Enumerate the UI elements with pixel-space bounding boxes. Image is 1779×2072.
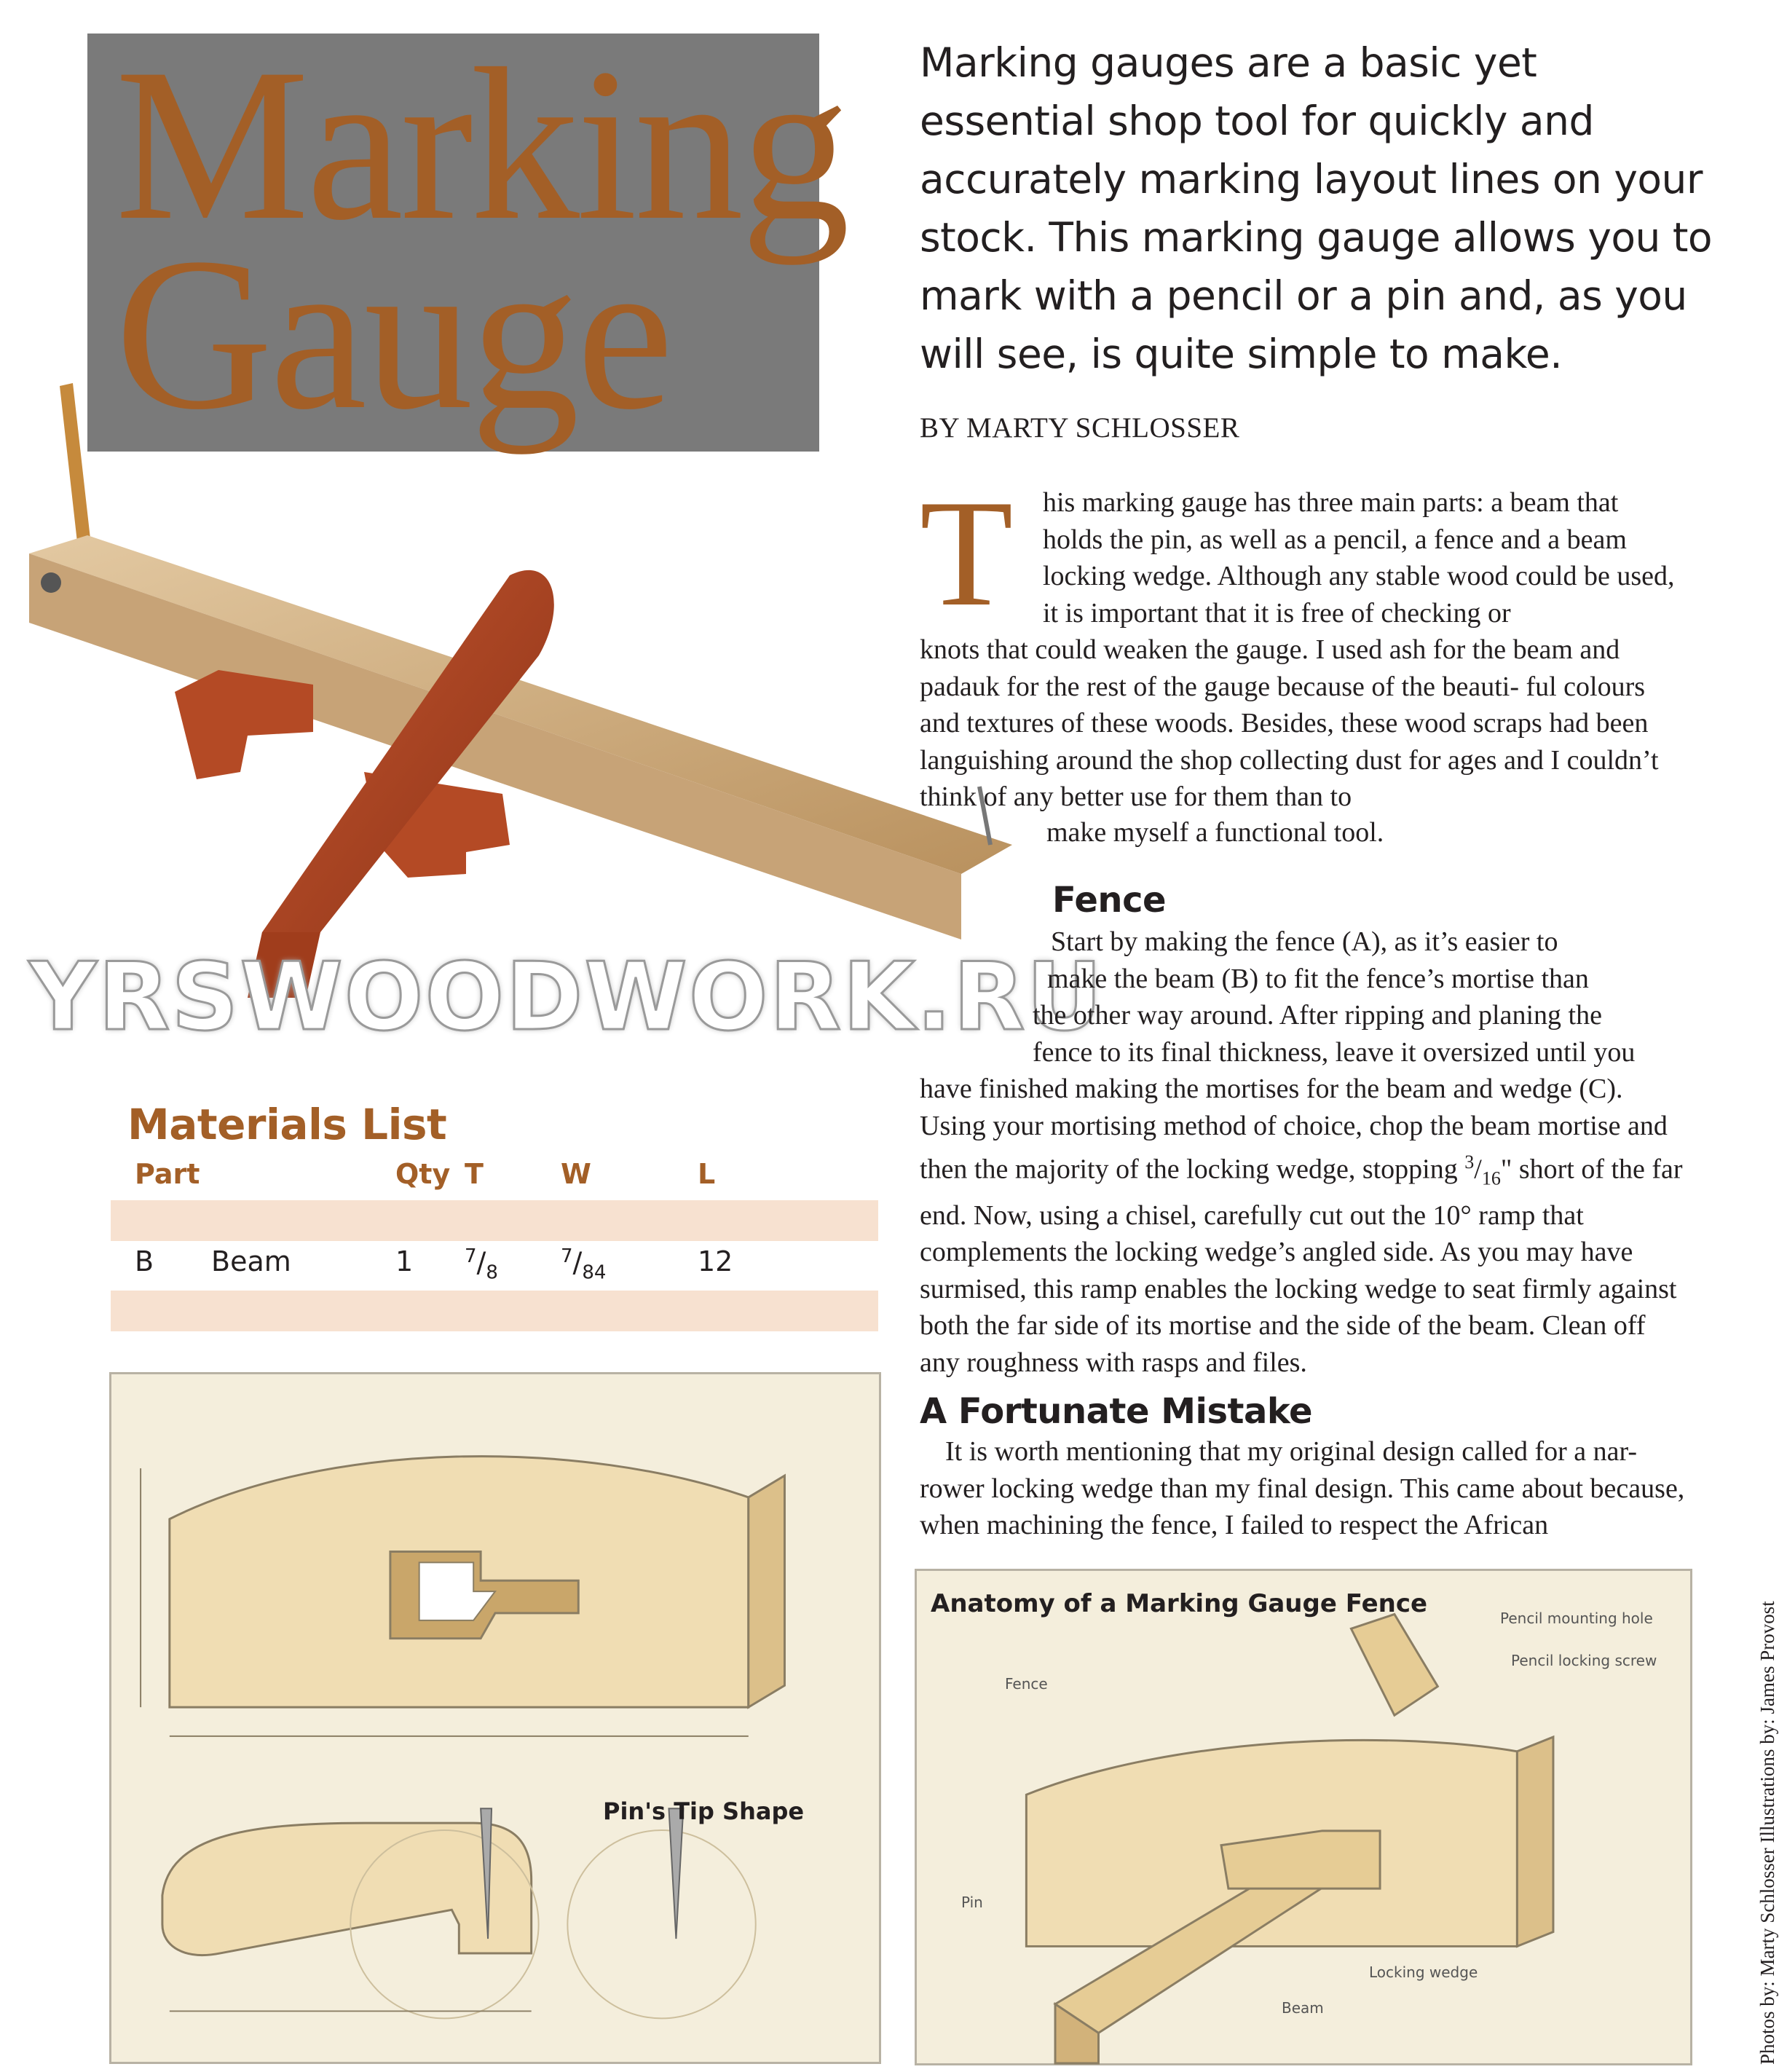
- photo-credits: Photos by: Marty Schlosser Illustrations by: James Provost: [1756, 1601, 1778, 2065]
- cell-t: $^7/_8$: [465, 1245, 498, 1284]
- fence-line-4: fence to its final thickness, leave it oversized until you: [1033, 1036, 1636, 1068]
- header-t: T: [465, 1158, 484, 1190]
- paragraph-1-body: knots that could weaken the gauge. I used ash for the beam and padauk for the rest of the gauge because of the beauti- ful colours and textures of these woods. Besides, these wood scraps had been languishing around the shop collecting dust for ages and I couldn’t think of any better use for them than to: [920, 634, 1659, 812]
- mistake-heading: A Fortunate Mistake: [920, 1391, 1313, 1432]
- fence-line-1: Start by making the fence (A), as it’s easier to: [1051, 926, 1558, 957]
- label-pencil-hole: Pencil mounting hole: [1500, 1610, 1653, 1627]
- cell-qty: 1: [395, 1245, 414, 1277]
- fence-text-b: " short of the far end. Now, using a chisel, carefully cut out the 10° ramp that complements the locking wedge’s angled side. As you may have surmised, this ramp enables the locking wedge to seat firmly against both the far side of its mortise and the side of the beam. Clean off any roughness with rasps and files.: [920, 1154, 1683, 1378]
- header-l: L: [698, 1158, 716, 1190]
- intro-text: Marking gauges are a basic yet essential shop tool for quickly and accurately marking layout lines on your stock. This marking gauge allows you to mark with a pencil or a pin and, as you will see, is quite simple to make.: [920, 39, 1713, 377]
- cell-name: Beam: [211, 1245, 291, 1277]
- anatomy-diagram: [915, 1569, 1692, 2065]
- drop-cap: T: [920, 469, 1014, 638]
- fence-line-2: make the beam (B) to fit the fence’s mortise than: [1047, 963, 1589, 994]
- paragraph-1-last-line: make myself a functional tool.: [1046, 817, 1384, 848]
- fence-line-3: the other way around. After ripping and planing the: [1033, 1000, 1602, 1031]
- table-band: [111, 1200, 878, 1241]
- screw: [41, 572, 61, 593]
- label-pencil-screw: Pencil locking screw: [1511, 1652, 1657, 1669]
- header-part: Part: [135, 1158, 200, 1190]
- pin-tip-label: Pin's Tip Shape: [603, 1797, 805, 1825]
- paragraph-1-indented: his marking gauge has three main parts: a beam that holds the pin, as well as a pencil, a fence and a beam locking wedge. Although any stable wood could be used, it is important that it is free of checking or: [1043, 487, 1675, 629]
- anatomy-title: Anatomy of a Marking Gauge Fence: [931, 1589, 1428, 1618]
- header-qty: Qty: [395, 1158, 451, 1190]
- materials-title: Materials List: [127, 1100, 447, 1149]
- cell-w: $^7/_{84}$: [561, 1245, 607, 1284]
- title-line-2: Gauge: [115, 213, 671, 454]
- title-line-1: Marking: [115, 23, 848, 265]
- locking-wedge: [175, 670, 313, 779]
- label-pin: Pin: [961, 1894, 983, 1911]
- dimension-diagram: [109, 1372, 881, 2064]
- fence-text-a: have finished making the mortises for the beam and wedge (C). Using your mortising method of choice, chop the beam mortise and then the majority of the locking wedge, stopping: [920, 1074, 1668, 1185]
- label-beam: Beam: [1282, 1999, 1324, 2017]
- t-num: 7: [465, 1245, 477, 1267]
- byline: BY MARTY SCHLOSSER: [920, 412, 1240, 444]
- fence-text: [920, 923, 1692, 1381]
- fence-heading: Fence: [1052, 880, 1167, 921]
- label-locking-wedge: Locking wedge: [1369, 1963, 1478, 1981]
- w-den: 84: [582, 1261, 607, 1284]
- mistake-text: [920, 1433, 1692, 1544]
- frac-den: 16: [1481, 1167, 1501, 1189]
- label-fence: Fence: [1005, 1675, 1048, 1693]
- t-den: 8: [486, 1261, 498, 1284]
- table-band: [111, 1291, 878, 1331]
- mistake-body: It is worth mentioning that my original design called for a nar- rower locking wedge than my final design. This came about because, when machining the fence, I failed to respect the African: [920, 1436, 1685, 1540]
- header-w: W: [561, 1158, 591, 1190]
- cell-l: 12: [698, 1245, 733, 1277]
- cell-part: B: [135, 1245, 154, 1277]
- w-num: 7: [561, 1245, 573, 1267]
- fence-body: have finished making the mortises for the beam and wedge (C). Using your mortising method of choice, chop the beam mortise and then the majority of the locking wedge, stopping $^3/_{16}$" short of the far end. Now, using a chisel, carefully cut out the 10° ramp that complements the locking wedge’s angled side. As you may have surmised, this ramp enables the locking wedge to seat firmly against both the far side of its mortise and the side of the beam. Clean off any roughness with rasps and files.: [920, 1074, 1683, 1378]
- frac-num: 3: [1464, 1151, 1475, 1173]
- watermark: YRSWOODWORK.RU: [29, 943, 1104, 1052]
